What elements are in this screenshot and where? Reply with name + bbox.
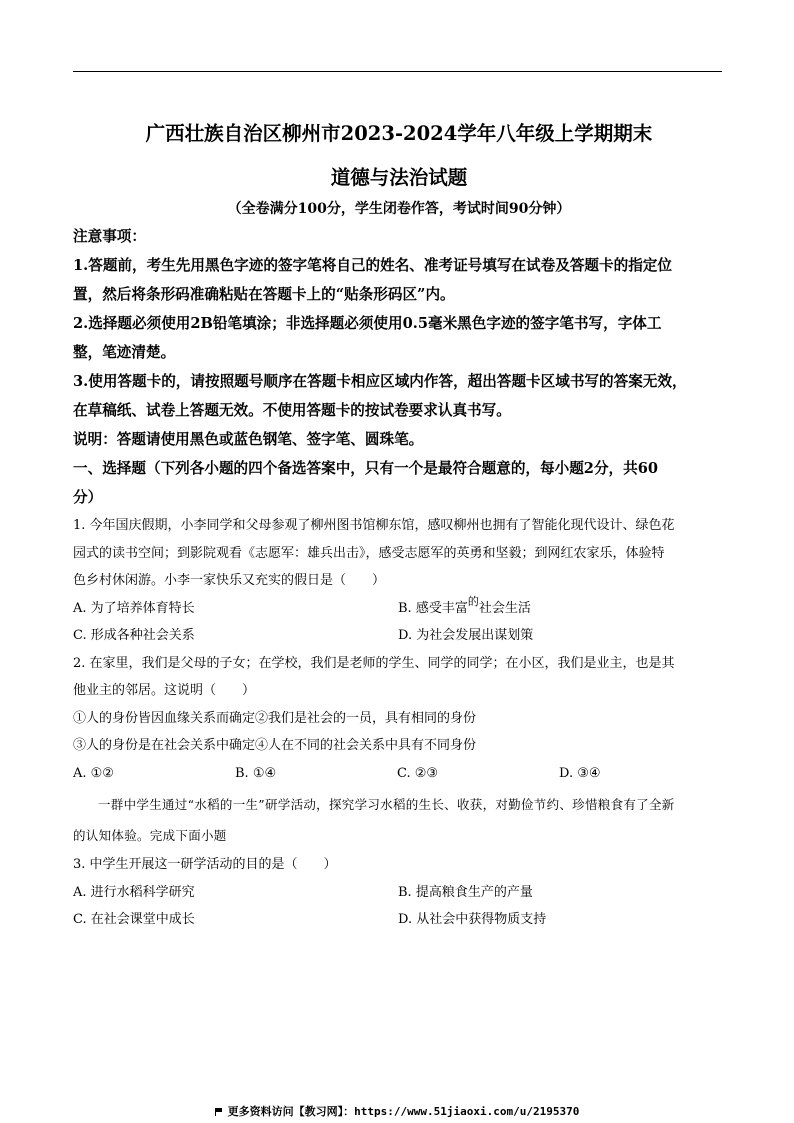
footer-link[interactable] bbox=[0, 1104, 794, 1120]
notice-explain: 说明：答题请使用黑色或蓝色钢笔、签字笔、圆珠笔。 bbox=[73, 431, 424, 448]
question-2-stem-line-1: 2. 在家里，我们是父母的子女；在学校，我们是老师的学生、同学的同学；在小区，我们是业主，也是其 bbox=[73, 655, 675, 671]
option-b-text-pre: B. 感受丰富 bbox=[398, 600, 468, 616]
question-2-option-d: D. ③④ bbox=[559, 765, 601, 781]
footer-text[interactable]: 更多资料访问【教习网】：https://www.51jiaoxi.com/u/2195370 bbox=[227, 1105, 580, 1118]
exam-info: （全卷满分100分，学生闭卷作答，考试时间90分钟） bbox=[227, 201, 571, 217]
notice-heading: 注意事项： bbox=[73, 228, 146, 245]
question-2-options bbox=[73, 760, 725, 788]
question-1-option-a: A. 为了培养体育特长 bbox=[73, 600, 195, 616]
question-3-option-a: A. 进行水稻科学研究 bbox=[73, 884, 195, 900]
question-1-options-row-2 bbox=[73, 622, 725, 650]
exam-page bbox=[73, 122, 725, 934]
question-3-option-b: B. 提高粮食生产的产量 bbox=[398, 884, 533, 900]
material-line-2: 的认知体验。完成下面小题 bbox=[73, 828, 227, 843]
question-3-stem: 3. 中学生开展这一研学活动的目的是（ ） bbox=[73, 857, 337, 872]
question-3 bbox=[73, 851, 725, 934]
question-3-options-row-1 bbox=[73, 879, 725, 907]
notice-section bbox=[73, 222, 725, 512]
question-3-option-d: D. 从社会中获得物质支持 bbox=[398, 912, 547, 927]
question-1-stem-line-1: 1. 今年国庆假期，小李同学和父母参观了柳州图书馆柳东馆，感叹柳州也拥有了智能化现代设计、绿色花 bbox=[73, 518, 675, 533]
page-title: 广西壮族自治区柳州市2023-2024学年八年级上学期期末 bbox=[145, 122, 653, 145]
material-line-1: 一群中学生通过“水稻的一生”研学活动，探究学习水稻的生长、收获，对勤俭节约、珍惜粮食有了全新 bbox=[98, 797, 675, 812]
question-1-option-c: C. 形成各种社会关系 bbox=[73, 628, 195, 643]
question-1 bbox=[73, 512, 725, 650]
notice-item-2-line-1: 2.选择题必须使用2B铅笔填涂；非选择题必须使用0.5毫米黑色字迹的签字笔书写，字体工 bbox=[73, 315, 662, 332]
question-2-statements-3-4: ③人的身份是在社会关系中确定④人在不同的社会关系中具有不同身份 bbox=[73, 738, 477, 753]
notice-item-2-line-2: 整，笔迹清楚。 bbox=[73, 344, 176, 361]
question-1-option-d: D. 为社会发展出谋划策 bbox=[398, 628, 534, 643]
section-heading-line-1: 一、选择题（下列各小题的四个备选答案中，只有一个是最符合题意的，每小题2分，共60 bbox=[73, 460, 659, 477]
question-2-option-a: A. ①② bbox=[73, 765, 114, 781]
reading-material bbox=[73, 789, 725, 851]
option-b-text-post: 社会生活 bbox=[478, 600, 531, 616]
notice-item-3-line-2: 在草稿纸、试卷上答题无效。不使用答题卡的按试卷要求认真书写。 bbox=[73, 402, 511, 419]
question-3-options-row-2 bbox=[73, 906, 725, 934]
notice-item-3-line-1: 3.使用答题卡的，请按照题号顺序在答题卡相应区域内作答，超出答题卡区域书写的答案无效， bbox=[73, 373, 687, 390]
flag-icon bbox=[215, 1108, 223, 1116]
question-2-option-c: C. ②③ bbox=[397, 765, 439, 781]
question-1-option-b bbox=[398, 595, 723, 623]
notice-item-1-line-1: 1.答题前，考生先用黑色字迹的签字笔将自己的姓名、准考证号填写在试卷及答题卡的指定位 bbox=[73, 257, 672, 274]
question-2 bbox=[73, 650, 725, 788]
question-1-stem-line-2: 园式的读书空间；到影院观看《志愿军：雄兵出击》，感受志愿军的英勇和坚毅；到网红农家乐，体验特 bbox=[73, 545, 665, 561]
page-title-subject: 道德与法治试题 bbox=[330, 166, 468, 189]
header-rule bbox=[73, 71, 722, 72]
question-1-options-row-1 bbox=[73, 595, 725, 623]
question-3-option-c: C. 在社会课堂中成长 bbox=[73, 912, 195, 927]
notice-item-1-line-2: 置，然后将条形码准确粘贴在答题卡上的“贴条形码区”内。 bbox=[73, 286, 455, 303]
question-2-option-b: B. ①④ bbox=[235, 765, 277, 781]
question-2-stem-line-2: 他业主的邻居。这说明（ ） bbox=[73, 683, 256, 698]
question-1-stem-line-3: 色乡村休闲游。小李一家快乐又充实的假日是（ ） bbox=[73, 573, 386, 588]
section-heading-line-2: 分） bbox=[73, 489, 103, 506]
option-b-superscript: 的 bbox=[467, 594, 479, 608]
question-2-statements-1-2: ①人的身份皆因血缘关系而确定②我们是社会的一员，具有相同的身份 bbox=[73, 710, 477, 726]
